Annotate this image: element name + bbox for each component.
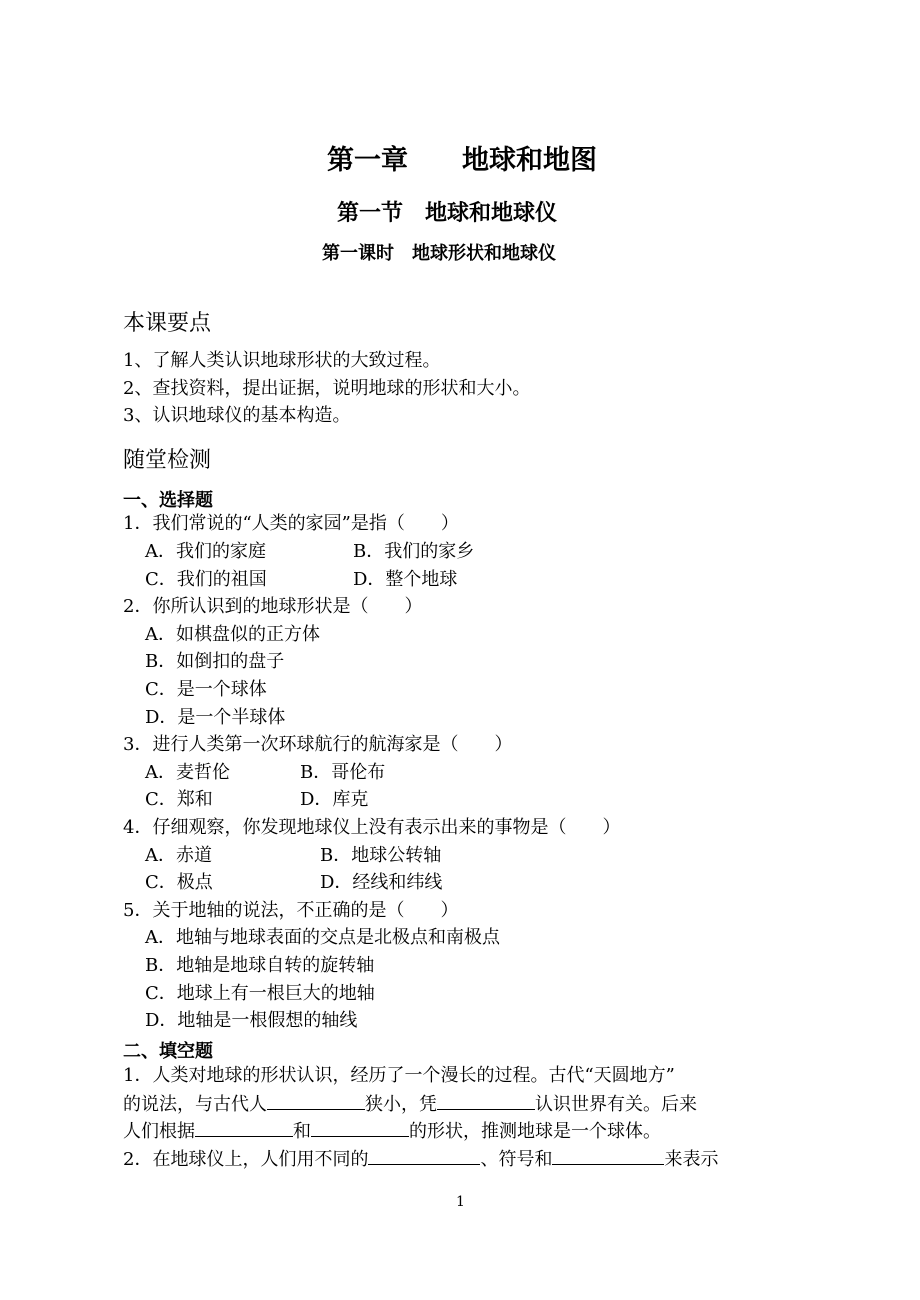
option: A．如棋盘似的正方体 xyxy=(145,624,320,645)
option: C．郑和 xyxy=(145,789,213,810)
section-title: 第一节 地球和地球仪 xyxy=(337,201,558,226)
choice-heading: 一、选择题 xyxy=(123,490,213,511)
option: A．赤道 xyxy=(145,845,212,866)
answer-blank[interactable] xyxy=(368,1146,480,1165)
option: D．经线和纬线 xyxy=(320,872,443,893)
fill-text: 的说法，与古代人 xyxy=(123,1094,267,1115)
question-stem: 2．你所认识到的地球形状是（ ） xyxy=(123,596,423,617)
fill-question-line xyxy=(123,1146,718,1173)
fill-text: 2．在地球仪上，人们用不同的 xyxy=(123,1149,369,1170)
fill-heading: 二、填空题 xyxy=(123,1041,213,1062)
lesson-title: 第一课时 地球形状和地球仪 xyxy=(322,243,556,264)
option: A．地轴与地球表面的交点是北极点和南极点 xyxy=(145,927,500,948)
option: B．我们的家乡 xyxy=(353,541,475,562)
check-heading: 随堂检测 xyxy=(123,448,212,473)
option: C．地球上有一根巨大的地轴 xyxy=(145,983,375,1004)
fill-question-line: 1．人类对地球的形状认识，经历了一个漫长的过程。古代“天圆地方” xyxy=(123,1065,675,1086)
fill-text: 、符号和 xyxy=(480,1149,553,1170)
question-stem: 3．进行人类第一次环球航行的航海家是（ ） xyxy=(123,734,513,755)
option: C．我们的祖国 xyxy=(145,569,267,590)
fill-text: 来表示 xyxy=(664,1149,719,1170)
option: B．地轴是地球自转的旋转轴 xyxy=(145,955,375,976)
fill-text: 人们根据 xyxy=(123,1121,195,1142)
option: C．是一个球体 xyxy=(145,679,267,700)
answer-blank[interactable] xyxy=(311,1118,409,1137)
fill-text: 狭小，凭 xyxy=(365,1094,437,1115)
key-point-item: 2、查找资料，提出证据，说明地球的形状和大小。 xyxy=(123,378,531,399)
option: B．哥伦布 xyxy=(300,762,386,783)
key-point-item: 1、了解人类认识地球形状的大致过程。 xyxy=(123,350,441,371)
option: D．库克 xyxy=(300,789,369,810)
question-stem: 1．我们常说的“人类的家园”是指（ ） xyxy=(123,513,459,534)
answer-blank[interactable] xyxy=(195,1118,293,1137)
fill-text: 认识世界有关。后来 xyxy=(535,1094,697,1115)
question-stem: 4．仔细观察，你发现地球仪上没有表示出来的事物是（ ） xyxy=(123,817,621,838)
option: A．麦哲伦 xyxy=(145,762,230,783)
fill-question-line xyxy=(123,1118,661,1145)
key-point-item: 3、认识地球仪的基本构造。 xyxy=(123,405,351,426)
option: D．地轴是一根假想的轴线 xyxy=(145,1010,358,1031)
fill-text: 的形状，推测地球是一个球体。 xyxy=(409,1121,661,1142)
option: C．极点 xyxy=(145,872,213,893)
answer-blank[interactable] xyxy=(552,1146,664,1165)
key-points-heading: 本课要点 xyxy=(123,311,212,336)
page-number: 1 xyxy=(456,1194,465,1210)
option: D．是一个半球体 xyxy=(145,707,286,728)
answer-blank[interactable] xyxy=(267,1091,365,1110)
answer-blank[interactable] xyxy=(437,1091,535,1110)
option: D．整个地球 xyxy=(353,569,458,590)
fill-text: 和 xyxy=(293,1121,311,1142)
question-stem: 5．关于地轴的说法，不正确的是（ ） xyxy=(123,900,459,921)
chapter-title: 第一章 地球和地图 xyxy=(327,145,597,176)
fill-question-line xyxy=(123,1091,697,1118)
option: B．地球公转轴 xyxy=(320,845,442,866)
option: B．如倒扣的盘子 xyxy=(145,651,285,672)
option: A．我们的家庭 xyxy=(145,541,266,562)
